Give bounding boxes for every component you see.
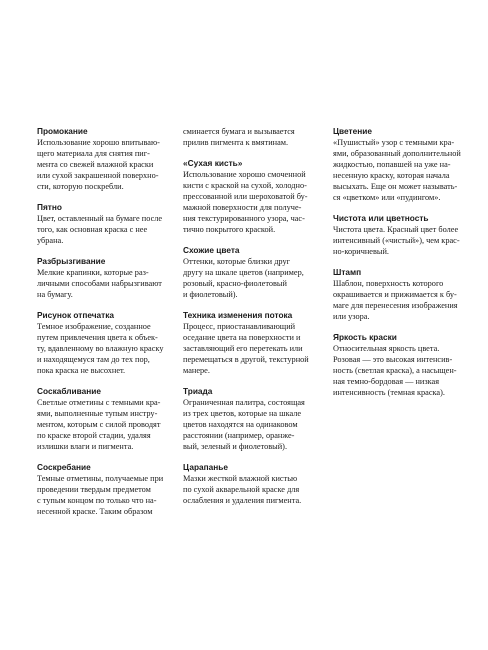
definition-line: ментом, которым с силой проводят <box>37 420 161 429</box>
definition-line: тично покрытого краской. <box>183 225 276 234</box>
glossary-entry <box>333 332 457 398</box>
definition-line: Мелкие крапинки, которые раз- <box>37 268 149 277</box>
definition-line: по краске второй стадии, удаляя <box>37 431 151 440</box>
definition-line: Темные отметины, получаемые при <box>37 474 164 483</box>
definition-line: пока краска не высохнет. <box>37 366 126 375</box>
definition-line: «Пушистый» узор с темными кра- <box>333 138 455 147</box>
definition-line: сти, которую поскребли. <box>37 182 124 191</box>
definition-line: прилив пигмента к вмятинам. <box>183 138 289 147</box>
definition-line: Оттенки, которые близки друг <box>183 257 291 266</box>
definition-line: убрана. <box>37 236 64 245</box>
definition-line: ту, вдавленному во влажную краску <box>37 344 164 353</box>
definition-line: расстоянии (например, оранже- <box>183 431 295 440</box>
glossary-term: Триада <box>183 386 213 396</box>
glossary-term: Техника изменения потока <box>183 310 293 320</box>
glossary-term: Яркость краски <box>333 332 397 342</box>
definition-line: щего материала для снятия пиг- <box>37 149 150 158</box>
glossary-column-3 <box>333 126 461 408</box>
definition-line: перемещаться в другой, текстурной <box>183 355 309 364</box>
glossary-entry <box>183 245 307 300</box>
glossary-term: Соскребание <box>37 462 91 472</box>
definition-line: высыхать. Еще он может называть- <box>333 182 458 191</box>
definition-line: или узора. <box>333 312 370 321</box>
definition-line: несенную краску, которая начала <box>333 171 450 180</box>
glossary-entry <box>37 256 161 300</box>
glossary-column-1 <box>37 126 164 527</box>
glossary-term: Промокание <box>37 126 88 136</box>
definition-line: ями, образованный дополнительной <box>333 149 461 158</box>
definition-line: путем привлечения цвета к объек- <box>37 333 158 342</box>
definition-line: ся «цветком» или «пудингом». <box>333 193 441 202</box>
glossary-entry <box>183 386 307 452</box>
glossary-term: Пятно <box>37 202 62 212</box>
definition-line: манере. <box>183 366 210 375</box>
glossary-term: «Сухая кисть» <box>183 158 243 168</box>
definition-line: вый, зеленый и фиолетовый). <box>183 442 288 451</box>
definition-line: кисти с краской на сухой, холодно- <box>183 181 307 190</box>
glossary-entry <box>37 462 164 517</box>
definition-line: розовый, красно-фиолетовый <box>183 279 287 288</box>
definition-line: Темное изображение, созданное <box>37 322 151 331</box>
definition-line: ослабления и удаления пигмента. <box>183 496 302 505</box>
definition-line: и находящемуся там до тех пор, <box>37 355 150 364</box>
definition-line: Цвет, оставленный на бумаге после <box>37 214 163 223</box>
definition-line: Относительная яркость цвета. <box>333 344 440 353</box>
definition-line: ная темно-бордовая — низкая <box>333 377 440 386</box>
glossary-entry <box>37 202 161 246</box>
definition-line: Процесс, приостанавливающий <box>183 322 296 331</box>
definition-line: мента со свежей влажной краски <box>37 160 154 169</box>
glossary-entry <box>183 158 307 235</box>
glossary-entry <box>333 267 457 322</box>
glossary-column-2 <box>183 126 307 516</box>
glossary-term: Соскабливание <box>37 386 101 396</box>
definition-line: несенной краске. Таким образом <box>37 507 153 516</box>
glossary-term: Схожие цвета <box>183 245 240 255</box>
definition-line: на бумагу. <box>37 290 73 299</box>
definition-line: излишки влаги и пигмента. <box>37 442 134 451</box>
definition-line: Розовая — это высокая интенсив- <box>333 355 453 364</box>
definition-line: ния текстурированного узора, час- <box>183 214 305 223</box>
definition-line: окрашивается и прижимается к бу- <box>333 290 457 299</box>
glossary-term: Разбрызгивание <box>37 256 106 266</box>
glossary-entry <box>37 386 161 452</box>
definition-line: другу на шкале цветов (например, <box>183 268 304 277</box>
glossary-entry <box>183 126 307 148</box>
definition-line: заставляющий его перетекать или <box>183 344 303 353</box>
definition-line: Использование хорошо смоченной <box>183 170 306 179</box>
definition-line: цветов находятся на одинаковом <box>183 420 298 429</box>
definition-line: Мазки жесткой влажной кистью <box>183 474 298 483</box>
definition-line: проведении твердым предметом <box>37 485 151 494</box>
definition-line: личными способами набрызгивают <box>37 279 162 288</box>
glossary-entry <box>37 126 161 192</box>
definition-line: ность (светлая краска), а насыщен- <box>333 366 457 375</box>
glossary-entry <box>183 462 307 506</box>
definition-line: жидкостью, попавшей на уже на- <box>333 160 451 169</box>
definition-line: оседание цвета на поверхности и <box>183 333 301 342</box>
glossary-term: Чистота или цветность <box>333 213 429 223</box>
definition-line: с тупым концом по только что на- <box>37 496 157 505</box>
definition-line: сминается бумага и вызывается <box>183 127 295 136</box>
glossary-term: Царапанье <box>183 462 229 472</box>
definition-line: Ограниченная палитра, состоящая <box>183 398 305 407</box>
glossary-entry <box>333 126 461 203</box>
glossary-term: Рисунок отпечатка <box>37 310 115 320</box>
definition-line: Чистота цвета. Красный цвет более <box>333 225 459 234</box>
definition-line: интенсивность (темная краска). <box>333 388 445 397</box>
definition-line: того, как основная краска с нее <box>37 225 148 234</box>
definition-line: но-коричневый. <box>333 247 389 256</box>
definition-line: или сухой закрашенной поверхно- <box>37 171 159 180</box>
definition-line: Шаблон, поверхность которого <box>333 279 444 288</box>
glossary-term: Цветение <box>333 126 372 136</box>
definition-line: Светлые отметины с темными кра- <box>37 398 161 407</box>
definition-line: мажной поверхности для получе- <box>183 203 302 212</box>
glossary-entry <box>183 310 307 376</box>
definition-line: и фиолетовый). <box>183 290 238 299</box>
definition-line: ями, выполненные тупым инстру- <box>37 409 158 418</box>
glossary-entry <box>333 213 460 257</box>
definition-line: маге для перенесения изображения <box>333 301 458 310</box>
glossary-term: Штамп <box>333 267 362 277</box>
definition-line: интенсивный («чистый»), чем крас- <box>333 236 460 245</box>
definition-line: по сухой акварельной краске для <box>183 485 300 494</box>
glossary-entry <box>37 310 164 376</box>
definition-line: прессованной или шероховатой бу- <box>183 192 308 201</box>
definition-line: Использование хорошо впитываю- <box>37 138 160 147</box>
definition-line: из трех цветов, которые на шкале <box>183 409 302 418</box>
